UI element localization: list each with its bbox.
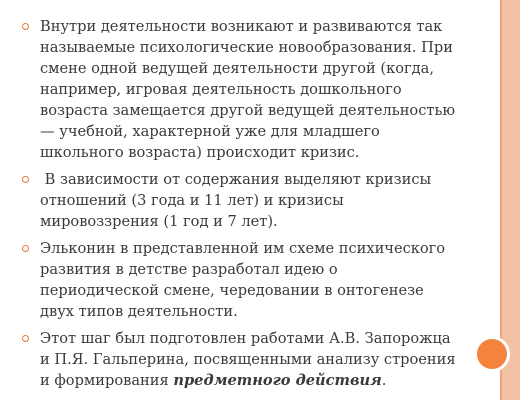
bullet-text: В зависимости от содержания выделяют кризисы отношений (3 года и 11 лет) и кризисы мировоззрения (1 год и 7 лет).	[40, 171, 436, 230]
decorative-circle	[474, 336, 510, 372]
bullet-text: Эльконин в представленной им схеме психического развития в детстве разработал идею о периодической смене, чередовании в онтогенезе двух типов деятельности.	[40, 240, 446, 320]
bullet-item-4	[18, 328, 458, 391]
decorative-side-bar	[502, 0, 520, 400]
bullet-item-3	[18, 238, 458, 322]
bullet-ring-icon	[22, 245, 29, 252]
emphasized-term: предметного действия	[173, 372, 382, 389]
bullet-text: Этот шаг был подготовлен работами А.В. Запорожца и П.Я. Гальперина, посвященными анализу строения и формирования	[40, 330, 456, 389]
bullet-ring-icon	[22, 176, 29, 183]
bullet-text-end: .	[381, 372, 387, 389]
bullet-item-1	[18, 16, 458, 163]
bullet-item-2	[18, 169, 458, 232]
bullet-ring-icon	[22, 23, 29, 30]
bullet-ring-icon	[22, 335, 29, 342]
bullet-list	[18, 16, 458, 397]
bullet-text: Внутри деятельности возникают и развиваются так называемые психологические новообразования. При смене одной ведущей деятельности другой (когда, например, игровая деятельность дошкольного возраста замещается другой ведущей деятельностью — учебной, характерной уже для младшего школьного возраста) происходит кризис.	[40, 18, 456, 161]
